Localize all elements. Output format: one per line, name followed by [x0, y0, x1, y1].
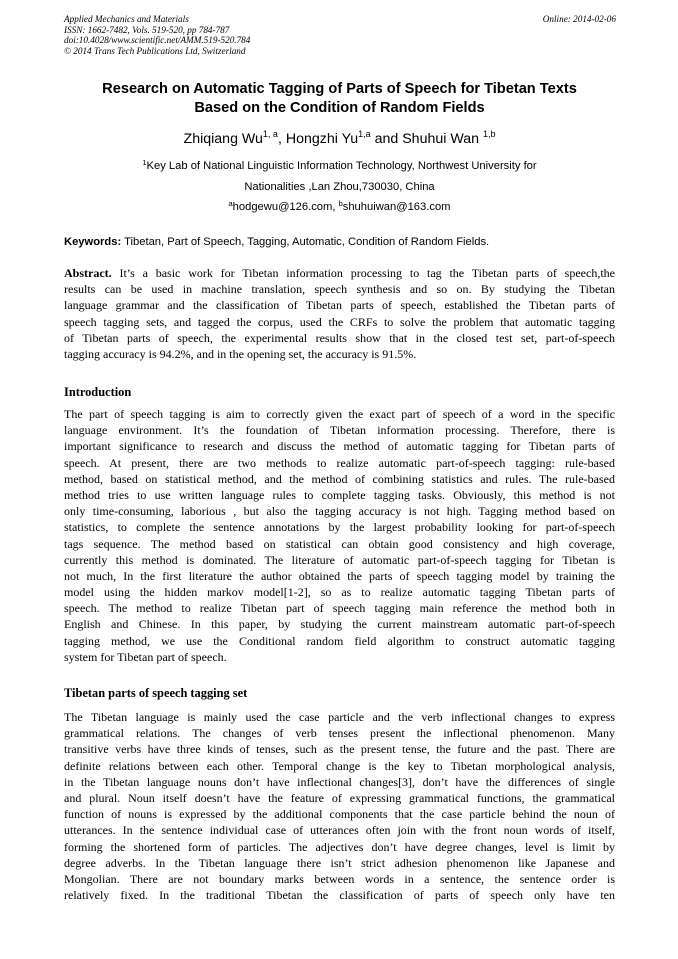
paragraph-line: method tries to use written language rules to complete tagging tasks. Obviously, this method is not: [64, 487, 615, 502]
journal-name: Applied Mechanics and Materials: [64, 14, 189, 24]
author-list: [64, 130, 615, 148]
author-name: Shuhui Wan: [402, 131, 483, 147]
paragraph-line: and plural. Noun itself doesn’t have the feature of expressing grammatical functions, the grammatical: [64, 790, 615, 805]
email-mark: a: [228, 199, 233, 208]
abstract-line: tagging accuracy is 94.2%, and in the opening set, the accuracy is 91.5%.: [64, 346, 417, 361]
paragraph-line: degree adverbs. In the Tibetan language there isn’t strict adhesion phenomenon like Japanese and: [64, 855, 615, 870]
paragraph-line: English and Chinese. In this paper, by studying the current mainstream automatic part-of-speech: [64, 617, 615, 632]
paragraph-line: grammatical relations. The changes of verb tenses present the inflectional phenomenon. Many: [64, 726, 615, 741]
paragraph-line: tags sequence. The method based on statistical can obtain good consistency and high coverage,: [64, 536, 615, 551]
email-address: hodgewu@126.com,: [232, 201, 339, 213]
paragraph-line: language environment. It’s the foundation of Tibetan information processing. Therefore, there is: [64, 423, 615, 438]
author-separator: ,: [277, 131, 286, 147]
affil-mark: 1: [142, 158, 147, 167]
affiliation-line: Key Lab of National Linguistic Information Technology, Northwest University for: [146, 160, 537, 172]
paragraph-line: function of nouns is expressed by the additional components that the case particle behind the noun of: [64, 807, 615, 822]
abstract-label: Abstract.: [64, 266, 112, 280]
email-address: shuhuiwan@163.com: [342, 201, 451, 213]
author-name: Zhiqiang Wu: [183, 131, 263, 147]
abstract-line: speech tagging sets, and tagged the corpus, used the CRFs to solve the problem that automatic tagging: [64, 314, 615, 329]
author-emails: [64, 199, 615, 215]
introduction-paragraph: [64, 406, 615, 665]
paragraph-line: statistics, to complete the sentence annotations by the largest probability looking for part-of-speech: [64, 520, 615, 535]
paragraph-line: speech. At present, there are two methods to realize automatic part-of-speech tagging: rule-based: [64, 455, 615, 470]
paragraph-line: tagging method, we use the Conditional random field algorithm to construct automatic tagging: [64, 633, 615, 648]
title-line: Based on the Condition of Random Fields: [194, 100, 485, 116]
paragraph-line: forming the shortened form of particles. The adjectives don’t have degree changes, level is limit by: [64, 839, 615, 854]
affiliation: [64, 156, 615, 198]
paragraph-line: Mongolian. There are not boundary marks between words in a sentence, the sentence order is: [64, 871, 615, 886]
paragraph-line: definite relations between each other. Temporal change is the key to Tibetan morphological analysis,: [64, 758, 615, 773]
abstract: [64, 265, 615, 362]
paragraph-line: The Tibetan language is mainly used the case particle and the verb inflectional changes to express: [64, 710, 615, 724]
doi-line: doi:10.4028/www.scientific.net/AMM.519-520.784: [64, 35, 251, 46]
paragraph-line: important significance to research and discuss the method of automatic tagging for Tibetan parts of: [64, 439, 615, 454]
paragraph-line: relatively fixed. In the traditional Tibetan the classification of parts of speech only have ten: [64, 888, 615, 903]
paragraph-line: system for Tibetan part of speech.: [64, 649, 227, 664]
keywords-text: Tibetan, Part of Speech, Tagging, Automatic, Condition of Random Fields.: [121, 236, 490, 248]
section-heading-introduction: Introduction: [64, 385, 132, 399]
paragraph-line: method, based on statistical method, and the method of combining statistics and rules. The rule-based: [64, 471, 615, 486]
abstract-text: It’s a basic work for Tibetan information processing to tag the Tibetan parts of speech,the: [111, 266, 615, 280]
paragraph-line: only time-consuming, laborious , but also the tagging accuracy is not high. Tagging method based on: [64, 504, 615, 519]
paragraph-line: The part of speech tagging is aim to correctly given the exact part of speech of a word in the specific: [64, 407, 615, 421]
paragraph-line: not much, In the first literature the author obtained the parts of speech tagging model by training the: [64, 568, 615, 583]
paragraph-line: currently this method is dominated. The literature of automatic part-of-speech tagging for Tibetan is: [64, 552, 615, 567]
abstract-line: results can be used in machine translation, speech synthesis and so on. By studying the Tibetan: [64, 282, 615, 297]
tagging-set-paragraph: [64, 709, 615, 903]
paragraph-line: model using the hidden markov model[1-2], so as to realize automatic tagging Tibetan parts of: [64, 585, 615, 600]
author-name: Hongzhi Yu: [285, 131, 359, 147]
email-mark: b: [338, 199, 343, 208]
section-heading-tagging-set: Tibetan parts of speech tagging set: [64, 686, 248, 700]
author-affil-mark: 1,b: [482, 129, 496, 139]
title-line: Research on Automatic Tagging of Parts of Speech for Tibetan Texts: [102, 81, 577, 97]
paragraph-line: transitive verbs have three kinds of tenses, such as the present tense, the future and the past. There are: [64, 742, 615, 757]
keywords-label: Keywords:: [64, 236, 122, 248]
abstract-line: of Tibetan parts of speech, the experimental results show that in the closed test set, part-of-speech: [64, 330, 615, 345]
abstract-line: language grammar and the classification of Tibetan parts of speech, established the Tibetan parts of: [64, 298, 615, 313]
journal-info: [64, 14, 404, 56]
keywords: [64, 234, 615, 250]
author-separator: and: [370, 131, 403, 147]
paragraph-line: speech. The method to realize Tibetan part of speech tagging main reference the method both in: [64, 601, 615, 616]
paragraph-line: in the Tibetan language nouns don’t have inflectional changes[3], don’t have the differences of single: [64, 774, 615, 789]
issn-line: ISSN: 1662-7482, Vols. 519-520, pp 784-787: [64, 24, 230, 35]
online-date: Online: 2014-02-06: [542, 14, 616, 24]
paper-title: [64, 80, 615, 118]
paragraph-line: utterances. In the sentence individual case of utterances often join with the front noun words of itself,: [64, 823, 615, 838]
copyright-line: © 2014 Trans Tech Publications Ltd, Switzerland: [64, 45, 246, 56]
author-affil-mark: 1,a: [358, 129, 371, 139]
affiliation-line: Nationalities ,Lan Zhou,730030, China: [244, 181, 435, 193]
author-affil-mark: 1, a: [262, 129, 278, 139]
